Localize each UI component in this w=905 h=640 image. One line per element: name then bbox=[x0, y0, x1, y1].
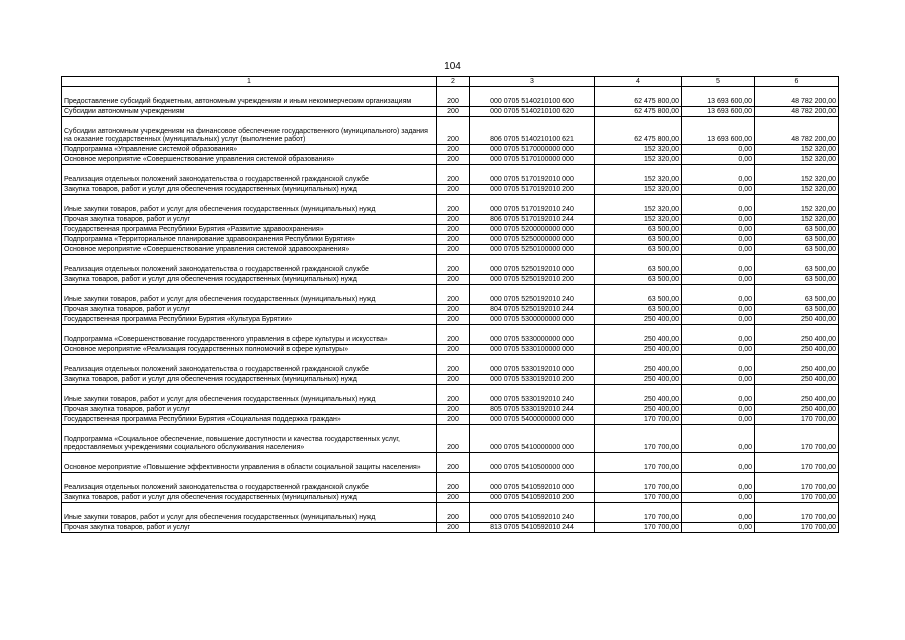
row-name-cell: Прочая закупка товаров, работ и услуг bbox=[62, 305, 437, 315]
row-name-cell: Иные закупки товаров, работ и услуг для обеспечения государственных (муниципальных) нужд bbox=[62, 285, 437, 305]
row-remaining-cell: 170 700,00 bbox=[755, 453, 839, 473]
row-kbk-cell: 000 0705 5330000000 000 bbox=[470, 325, 595, 345]
row-code-cell: 200 bbox=[437, 325, 470, 345]
row-kbk-cell: 000 0705 5300000000 000 bbox=[470, 315, 595, 325]
table-row bbox=[62, 255, 839, 275]
row-remaining-cell: 152 320,00 bbox=[755, 145, 839, 155]
row-code-cell: 200 bbox=[437, 493, 470, 503]
row-executed-cell: 0,00 bbox=[682, 275, 755, 285]
row-remaining-cell: 250 400,00 bbox=[755, 355, 839, 375]
row-code-cell: 200 bbox=[437, 275, 470, 285]
row-code-cell: 200 bbox=[437, 415, 470, 425]
row-code-cell: 200 bbox=[437, 453, 470, 473]
row-code-cell: 200 bbox=[437, 145, 470, 155]
row-remaining-cell: 170 700,00 bbox=[755, 503, 839, 523]
row-executed-cell: 0,00 bbox=[682, 165, 755, 185]
row-kbk-cell: 806 0705 5170192010 244 bbox=[470, 215, 595, 225]
row-name-cell: Субсидии автономным учреждениям на финансовое обеспечение государственного (муниципального) задания на оказание государственных (муниципальных) услуг (выполнение работ) bbox=[62, 117, 437, 145]
row-amount-cell: 170 700,00 bbox=[595, 503, 682, 523]
row-name-cell: Основное мероприятие «Совершенствование управления системой здравоохранения» bbox=[62, 245, 437, 255]
header-col-2: 2 bbox=[437, 77, 470, 87]
row-amount-cell: 152 320,00 bbox=[595, 195, 682, 215]
row-name-cell: Иные закупки товаров, работ и услуг для обеспечения государственных (муниципальных) нужд bbox=[62, 385, 437, 405]
table-row bbox=[62, 415, 839, 425]
row-amount-cell: 63 500,00 bbox=[595, 235, 682, 245]
table-row bbox=[62, 275, 839, 285]
row-amount-cell: 170 700,00 bbox=[595, 523, 682, 533]
row-kbk-cell: 000 0705 5250100000 000 bbox=[470, 245, 595, 255]
row-remaining-cell: 152 320,00 bbox=[755, 185, 839, 195]
row-remaining-cell: 152 320,00 bbox=[755, 155, 839, 165]
row-kbk-cell: 000 0705 5250000000 000 bbox=[470, 235, 595, 245]
row-amount-cell: 152 320,00 bbox=[595, 165, 682, 185]
row-amount-cell: 170 700,00 bbox=[595, 493, 682, 503]
row-remaining-cell: 250 400,00 bbox=[755, 325, 839, 345]
row-code-cell: 200 bbox=[437, 215, 470, 225]
row-remaining-cell: 63 500,00 bbox=[755, 305, 839, 315]
row-kbk-cell: 000 0705 5250192010 200 bbox=[470, 275, 595, 285]
row-amount-cell: 152 320,00 bbox=[595, 215, 682, 225]
row-remaining-cell: 48 782 200,00 bbox=[755, 87, 839, 107]
row-amount-cell: 170 700,00 bbox=[595, 415, 682, 425]
table-row bbox=[62, 195, 839, 215]
table-body bbox=[62, 87, 839, 533]
row-executed-cell: 0,00 bbox=[682, 315, 755, 325]
row-executed-cell: 13 693 600,00 bbox=[682, 87, 755, 107]
row-kbk-cell: 000 0705 5330100000 000 bbox=[470, 345, 595, 355]
row-remaining-cell: 152 320,00 bbox=[755, 215, 839, 225]
table-row bbox=[62, 503, 839, 523]
row-executed-cell: 0,00 bbox=[682, 453, 755, 473]
table-row bbox=[62, 325, 839, 345]
row-executed-cell: 0,00 bbox=[682, 245, 755, 255]
row-amount-cell: 170 700,00 bbox=[595, 425, 682, 453]
row-name-cell: Государственная программа Республики Бурятия «Развитие здравоохранения» bbox=[62, 225, 437, 235]
row-kbk-cell: 000 0705 5170000000 000 bbox=[470, 145, 595, 155]
row-remaining-cell: 170 700,00 bbox=[755, 493, 839, 503]
table-row bbox=[62, 225, 839, 235]
row-code-cell: 200 bbox=[437, 255, 470, 275]
row-executed-cell: 0,00 bbox=[682, 375, 755, 385]
row-executed-cell: 0,00 bbox=[682, 325, 755, 345]
row-executed-cell: 0,00 bbox=[682, 425, 755, 453]
row-executed-cell: 0,00 bbox=[682, 285, 755, 305]
row-amount-cell: 250 400,00 bbox=[595, 345, 682, 355]
row-executed-cell: 0,00 bbox=[682, 185, 755, 195]
row-remaining-cell: 152 320,00 bbox=[755, 165, 839, 185]
row-kbk-cell: 000 0705 5410000000 000 bbox=[470, 425, 595, 453]
budget-table bbox=[61, 76, 839, 533]
row-kbk-cell: 000 0705 5330192010 200 bbox=[470, 375, 595, 385]
row-code-cell: 200 bbox=[437, 385, 470, 405]
row-amount-cell: 63 500,00 bbox=[595, 305, 682, 315]
row-executed-cell: 0,00 bbox=[682, 355, 755, 375]
row-kbk-cell: 805 0705 5330192010 244 bbox=[470, 405, 595, 415]
table-row bbox=[62, 155, 839, 165]
table-row bbox=[62, 375, 839, 385]
row-executed-cell: 0,00 bbox=[682, 195, 755, 215]
header-col-4: 4 bbox=[595, 77, 682, 87]
row-name-cell: Основное мероприятие «Реализация государственных полномочий в сфере культуры» bbox=[62, 345, 437, 355]
table-row bbox=[62, 235, 839, 245]
row-amount-cell: 152 320,00 bbox=[595, 155, 682, 165]
row-code-cell: 200 bbox=[437, 375, 470, 385]
row-amount-cell: 250 400,00 bbox=[595, 315, 682, 325]
header-col-6: 6 bbox=[755, 77, 839, 87]
row-amount-cell: 250 400,00 bbox=[595, 375, 682, 385]
table-row bbox=[62, 355, 839, 375]
row-amount-cell: 63 500,00 bbox=[595, 275, 682, 285]
row-code-cell: 200 bbox=[437, 107, 470, 117]
row-kbk-cell: 000 0705 5330192010 240 bbox=[470, 385, 595, 405]
row-remaining-cell: 250 400,00 bbox=[755, 315, 839, 325]
table-row bbox=[62, 285, 839, 305]
row-code-cell: 200 bbox=[437, 523, 470, 533]
row-kbk-cell: 000 0705 5170192010 240 bbox=[470, 195, 595, 215]
row-executed-cell: 0,00 bbox=[682, 503, 755, 523]
row-executed-cell: 0,00 bbox=[682, 155, 755, 165]
row-name-cell: Подпрограмма «Социальное обеспечение, повышение доступности и качества государственных услуг, предоставляемых учреждениями социального обслуживания населения» bbox=[62, 425, 437, 453]
row-name-cell: Подпрограмма «Управление системой образования» bbox=[62, 145, 437, 155]
row-code-cell: 200 bbox=[437, 355, 470, 375]
row-code-cell: 200 bbox=[437, 225, 470, 235]
row-amount-cell: 152 320,00 bbox=[595, 185, 682, 195]
row-remaining-cell: 63 500,00 bbox=[755, 245, 839, 255]
row-executed-cell: 0,00 bbox=[682, 255, 755, 275]
table-row bbox=[62, 117, 839, 145]
row-remaining-cell: 170 700,00 bbox=[755, 415, 839, 425]
table-row bbox=[62, 493, 839, 503]
header-col-1: 1 bbox=[62, 77, 437, 87]
row-kbk-cell: 000 0705 5410500000 000 bbox=[470, 453, 595, 473]
row-amount-cell: 152 320,00 bbox=[595, 145, 682, 155]
row-name-cell: Закупка товаров, работ и услуг для обеспечения государственных (муниципальных) нужд bbox=[62, 375, 437, 385]
row-executed-cell: 0,00 bbox=[682, 385, 755, 405]
row-name-cell: Основное мероприятие «Повышение эффективности управления в области социальной защиты населения» bbox=[62, 453, 437, 473]
row-remaining-cell: 63 500,00 bbox=[755, 285, 839, 305]
row-kbk-cell: 000 0705 5410592010 000 bbox=[470, 473, 595, 493]
row-code-cell: 200 bbox=[437, 285, 470, 305]
row-remaining-cell: 63 500,00 bbox=[755, 275, 839, 285]
table-row bbox=[62, 305, 839, 315]
row-remaining-cell: 170 700,00 bbox=[755, 523, 839, 533]
row-code-cell: 200 bbox=[437, 345, 470, 355]
row-executed-cell: 0,00 bbox=[682, 405, 755, 415]
row-remaining-cell: 250 400,00 bbox=[755, 345, 839, 355]
row-kbk-cell: 000 0705 5250192010 240 bbox=[470, 285, 595, 305]
row-name-cell: Предоставление субсидий бюджетным, автономным учреждениям и иным некоммерческим организациям bbox=[62, 87, 437, 107]
row-remaining-cell: 48 782 200,00 bbox=[755, 117, 839, 145]
table-row bbox=[62, 107, 839, 117]
row-executed-cell: 0,00 bbox=[682, 215, 755, 225]
row-code-cell: 200 bbox=[437, 185, 470, 195]
row-kbk-cell: 806 0705 5140210100 621 bbox=[470, 117, 595, 145]
row-name-cell: Закупка товаров, работ и услуг для обеспечения государственных (муниципальных) нужд bbox=[62, 275, 437, 285]
row-remaining-cell: 48 782 200,00 bbox=[755, 107, 839, 117]
row-code-cell: 200 bbox=[437, 503, 470, 523]
row-kbk-cell: 000 0705 5170100000 000 bbox=[470, 155, 595, 165]
row-amount-cell: 250 400,00 bbox=[595, 405, 682, 415]
table-row bbox=[62, 87, 839, 107]
row-kbk-cell: 000 0705 5400000000 000 bbox=[470, 415, 595, 425]
row-code-cell: 200 bbox=[437, 87, 470, 107]
row-kbk-cell: 000 0705 5140210100 620 bbox=[470, 107, 595, 117]
row-amount-cell: 170 700,00 bbox=[595, 473, 682, 493]
row-name-cell: Реализация отдельных положений законодательства о государственной гражданской службе bbox=[62, 355, 437, 375]
row-remaining-cell: 170 700,00 bbox=[755, 425, 839, 453]
row-code-cell: 200 bbox=[437, 117, 470, 145]
row-kbk-cell: 000 0705 5140210100 600 bbox=[470, 87, 595, 107]
row-code-cell: 200 bbox=[437, 155, 470, 165]
row-remaining-cell: 250 400,00 bbox=[755, 375, 839, 385]
row-remaining-cell: 250 400,00 bbox=[755, 385, 839, 405]
row-code-cell: 200 bbox=[437, 405, 470, 415]
row-amount-cell: 250 400,00 bbox=[595, 325, 682, 345]
row-code-cell: 200 bbox=[437, 425, 470, 453]
table-row bbox=[62, 245, 839, 255]
row-remaining-cell: 63 500,00 bbox=[755, 235, 839, 245]
row-amount-cell: 63 500,00 bbox=[595, 285, 682, 305]
row-kbk-cell: 000 0705 5170192010 000 bbox=[470, 165, 595, 185]
row-kbk-cell: 000 0705 5250192010 000 bbox=[470, 255, 595, 275]
row-executed-cell: 0,00 bbox=[682, 225, 755, 235]
row-name-cell: Реализация отдельных положений законодательства о государственной гражданской службе bbox=[62, 473, 437, 493]
header-col-3: 3 bbox=[470, 77, 595, 87]
row-name-cell: Закупка товаров, работ и услуг для обеспечения государственных (муниципальных) нужд bbox=[62, 185, 437, 195]
row-name-cell: Прочая закупка товаров, работ и услуг bbox=[62, 523, 437, 533]
row-executed-cell: 0,00 bbox=[682, 235, 755, 245]
row-name-cell: Государственная программа Республики Бурятия «Социальная поддержка граждан» bbox=[62, 415, 437, 425]
row-amount-cell: 63 500,00 bbox=[595, 255, 682, 275]
row-executed-cell: 0,00 bbox=[682, 473, 755, 493]
row-name-cell: Реализация отдельных положений законодательства о государственной гражданской службе bbox=[62, 165, 437, 185]
row-kbk-cell: 804 0705 5250192010 244 bbox=[470, 305, 595, 315]
row-name-cell: Субсидии автономным учреждениям bbox=[62, 107, 437, 117]
table-row bbox=[62, 385, 839, 405]
table-row bbox=[62, 425, 839, 453]
row-remaining-cell: 170 700,00 bbox=[755, 473, 839, 493]
table-row bbox=[62, 315, 839, 325]
row-code-cell: 200 bbox=[437, 195, 470, 215]
row-name-cell: Государственная программа Республики Бурятия «Культура Бурятии» bbox=[62, 315, 437, 325]
row-executed-cell: 0,00 bbox=[682, 345, 755, 355]
row-amount-cell: 62 475 800,00 bbox=[595, 117, 682, 145]
row-executed-cell: 0,00 bbox=[682, 493, 755, 503]
row-kbk-cell: 000 0705 5170192010 200 bbox=[470, 185, 595, 195]
row-remaining-cell: 152 320,00 bbox=[755, 195, 839, 215]
row-name-cell: Подпрограмма «Территориальное планирование здравоохранения Республики Бурятия» bbox=[62, 235, 437, 245]
row-kbk-cell: 000 0705 5410592010 240 bbox=[470, 503, 595, 523]
row-kbk-cell: 813 0705 5410592010 244 bbox=[470, 523, 595, 533]
table-header-row bbox=[62, 77, 839, 87]
row-name-cell: Реализация отдельных положений законодательства о государственной гражданской службе bbox=[62, 255, 437, 275]
table-row bbox=[62, 185, 839, 195]
row-amount-cell: 63 500,00 bbox=[595, 245, 682, 255]
row-code-cell: 200 bbox=[437, 165, 470, 185]
row-name-cell: Основное мероприятие «Совершенствование управления системой образования» bbox=[62, 155, 437, 165]
table-row bbox=[62, 215, 839, 225]
table-row bbox=[62, 453, 839, 473]
row-remaining-cell: 250 400,00 bbox=[755, 405, 839, 415]
row-kbk-cell: 000 0705 5200000000 000 bbox=[470, 225, 595, 235]
row-executed-cell: 13 693 600,00 bbox=[682, 117, 755, 145]
row-amount-cell: 63 500,00 bbox=[595, 225, 682, 235]
row-code-cell: 200 bbox=[437, 235, 470, 245]
row-kbk-cell: 000 0705 5330192010 000 bbox=[470, 355, 595, 375]
row-amount-cell: 170 700,00 bbox=[595, 453, 682, 473]
table-row bbox=[62, 345, 839, 355]
table-row bbox=[62, 523, 839, 533]
row-executed-cell: 13 693 600,00 bbox=[682, 107, 755, 117]
row-executed-cell: 0,00 bbox=[682, 415, 755, 425]
row-executed-cell: 0,00 bbox=[682, 305, 755, 315]
row-remaining-cell: 63 500,00 bbox=[755, 225, 839, 235]
row-executed-cell: 0,00 bbox=[682, 145, 755, 155]
row-amount-cell: 250 400,00 bbox=[595, 385, 682, 405]
row-name-cell: Иные закупки товаров, работ и услуг для обеспечения государственных (муниципальных) нужд bbox=[62, 503, 437, 523]
row-code-cell: 200 bbox=[437, 245, 470, 255]
row-remaining-cell: 63 500,00 bbox=[755, 255, 839, 275]
row-amount-cell: 62 475 800,00 bbox=[595, 87, 682, 107]
row-amount-cell: 250 400,00 bbox=[595, 355, 682, 375]
table-row bbox=[62, 165, 839, 185]
row-amount-cell: 62 475 800,00 bbox=[595, 107, 682, 117]
row-kbk-cell: 000 0705 5410592010 200 bbox=[470, 493, 595, 503]
header-col-5: 5 bbox=[682, 77, 755, 87]
row-code-cell: 200 bbox=[437, 473, 470, 493]
table-row bbox=[62, 473, 839, 493]
row-code-cell: 200 bbox=[437, 315, 470, 325]
row-code-cell: 200 bbox=[437, 305, 470, 315]
row-name-cell: Иные закупки товаров, работ и услуг для обеспечения государственных (муниципальных) нужд bbox=[62, 195, 437, 215]
row-name-cell: Прочая закупка товаров, работ и услуг bbox=[62, 215, 437, 225]
row-name-cell: Подпрограмма «Совершенствование государственного управления в сфере культуры и искусства» bbox=[62, 325, 437, 345]
row-name-cell: Закупка товаров, работ и услуг для обеспечения государственных (муниципальных) нужд bbox=[62, 493, 437, 503]
row-name-cell: Прочая закупка товаров, работ и услуг bbox=[62, 405, 437, 415]
page-number: 104 bbox=[444, 61, 461, 72]
row-executed-cell: 0,00 bbox=[682, 523, 755, 533]
table-row bbox=[62, 145, 839, 155]
table-row bbox=[62, 405, 839, 415]
